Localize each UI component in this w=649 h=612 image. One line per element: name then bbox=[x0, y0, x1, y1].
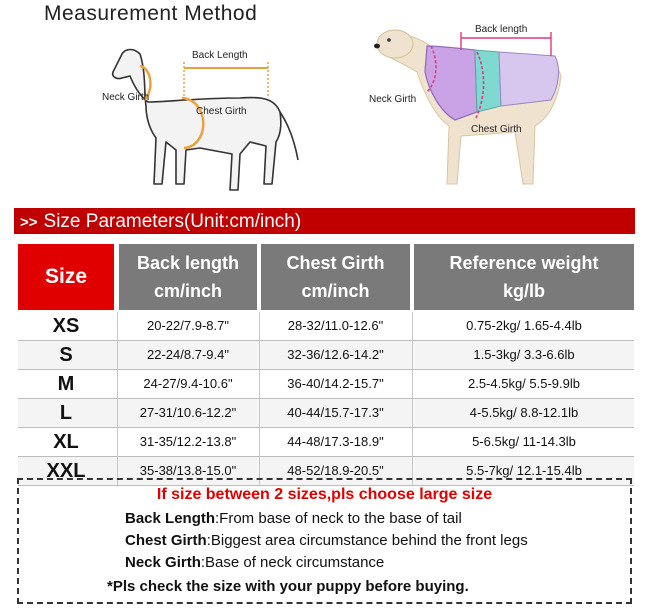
jacket-teal bbox=[475, 50, 501, 112]
size-table-body bbox=[18, 312, 634, 486]
banner-text: Size Parameters(Unit:cm/inch) bbox=[43, 211, 302, 232]
left-chest-girth-label: Chest Girth bbox=[196, 106, 247, 117]
back-length-cell: 35-38/13.8-15.0" bbox=[139, 463, 237, 478]
back-length-note bbox=[125, 510, 462, 527]
size-cell: M bbox=[57, 373, 75, 395]
weight-cell: 2.5-4.5kg/ 5.5-9.9lb bbox=[467, 376, 581, 391]
left-back-length-label: Back Length bbox=[192, 50, 248, 61]
dog-tail bbox=[280, 112, 298, 160]
neck-girth-term: Neck Girth bbox=[125, 554, 201, 571]
neck-girth-desc: :Base of neck circumstance bbox=[200, 554, 385, 571]
reference-weight-header-unit: kg/lb bbox=[502, 281, 545, 301]
right-back-length-label: Back length bbox=[475, 24, 528, 35]
back-length-cell: 24-27/9.4-10.6" bbox=[143, 376, 233, 391]
chest-girth-cell: 36-40/14.2-15.7" bbox=[287, 376, 384, 391]
size-parameters-banner bbox=[14, 208, 635, 234]
measurement-title: Measurement Method bbox=[44, 2, 258, 25]
dog-outline bbox=[113, 50, 281, 191]
table-row bbox=[18, 428, 634, 457]
chest-girth-header-title: Chest Girth bbox=[286, 253, 385, 273]
chest-girth-desc: :Biggest area circumstance behind the front legs bbox=[206, 532, 528, 549]
dog-jacket-diagram bbox=[365, 16, 595, 196]
size-cell: L bbox=[59, 402, 73, 424]
chest-girth-cell: 48-52/18.9-20.5" bbox=[287, 463, 384, 478]
banner-arrows: >> bbox=[20, 214, 38, 231]
right-neck-girth-label: Neck Girth bbox=[369, 94, 417, 105]
reference-weight-header-title: Reference weight bbox=[449, 253, 599, 273]
table-row bbox=[18, 312, 634, 341]
weight-cell: 0.75-2kg/ 1.65-4.4lb bbox=[466, 318, 582, 333]
chest-girth-header-unit: cm/inch bbox=[301, 281, 370, 301]
back-length-cell: 20-22/7.9-8.7" bbox=[147, 318, 229, 333]
table-row bbox=[18, 370, 634, 399]
chest-girth-note bbox=[125, 532, 528, 549]
choose-large-note: If size between 2 sizes,pls choose large size bbox=[156, 486, 493, 503]
table-row bbox=[18, 341, 634, 370]
weight-cell: 4-5.5kg/ 8.8-12.1lb bbox=[469, 405, 579, 420]
back-length-header-unit: cm/inch bbox=[153, 281, 223, 301]
back-length-cell: 31-35/12.2-13.8" bbox=[139, 434, 237, 449]
weight-cell: 1.5-3kg/ 3.3-6.6lb bbox=[473, 347, 575, 362]
neck-girth-note bbox=[125, 554, 384, 571]
chest-girth-cell: 28-32/11.0-12.6" bbox=[287, 318, 384, 333]
size-cell: S bbox=[59, 344, 73, 366]
left-neck-girth-label: Neck Girth bbox=[102, 92, 150, 103]
weight-cell: 5.5-7kg/ 12.1-15.4lb bbox=[466, 463, 582, 478]
back-length-term: Back Length bbox=[125, 510, 216, 527]
weight-cell: 5-6.5kg/ 11-14.3lb bbox=[472, 434, 576, 449]
size-header: Size bbox=[18, 244, 114, 310]
reference-weight-header bbox=[414, 244, 634, 310]
notes-box bbox=[17, 478, 632, 604]
size-cell: XL bbox=[53, 431, 79, 453]
dog-outline-diagram bbox=[100, 34, 330, 202]
back-length-cell: 27-31/10.6-12.2" bbox=[139, 405, 237, 420]
back-length-desc: :From base of neck to the base of tail bbox=[215, 510, 462, 527]
dog-head bbox=[377, 30, 413, 58]
size-cell: XXL bbox=[46, 460, 86, 482]
chest-girth-cell: 44-48/17.3-18.9" bbox=[287, 434, 384, 449]
chest-girth-header bbox=[261, 244, 410, 310]
chest-girth-term: Chest Girth bbox=[125, 532, 207, 549]
chest-girth-cell: 32-36/12.6-14.2" bbox=[287, 347, 384, 362]
check-size-note: *Pls check the size with your puppy before buying. bbox=[107, 578, 469, 595]
size-cell: XS bbox=[52, 315, 80, 337]
right-chest-girth-label: Chest Girth bbox=[471, 124, 522, 135]
chest-girth-cell: 40-44/15.7-17.3" bbox=[287, 405, 384, 420]
jacket-lavender bbox=[499, 52, 558, 106]
table-row bbox=[18, 399, 634, 428]
dog-eye bbox=[387, 38, 391, 42]
back-length-header-title: Back length bbox=[136, 253, 240, 273]
jacket-purple bbox=[425, 46, 477, 120]
back-length-header bbox=[119, 244, 257, 310]
back-length-cell: 22-24/8.7-9.4" bbox=[147, 347, 229, 362]
dog-nose bbox=[374, 44, 380, 49]
